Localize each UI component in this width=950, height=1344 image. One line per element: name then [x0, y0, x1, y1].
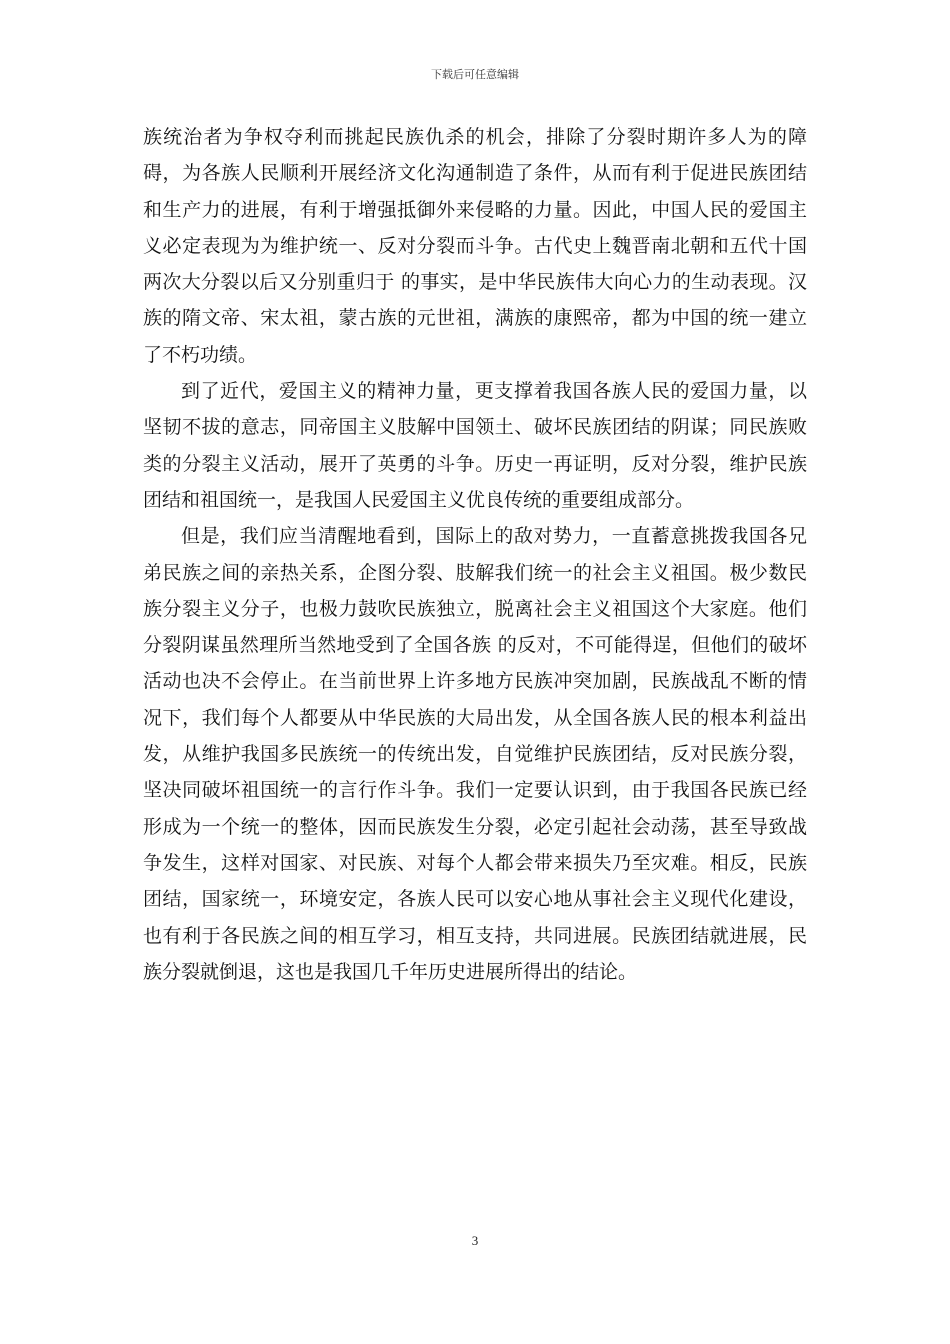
page-number: 3: [471, 1233, 479, 1248]
paragraph-3: 但是，我们应当清醒地看到，国际上的敌对势力，一直蓄意挑拨我国各兄弟民族之间的亲热关系，企图分裂、肢解我们统一的社会主义祖国。极少数民族分裂主义分子，也极力鼓吹民族独立，脱离社会主义祖国这个大家庭。他们分裂阴谋虽然理所当然地受到了全国各族 的反对，不可能得逞，但他们的破坏活动也决不会停止。在当前世界上许多地方民族冲突加剧，民族战乱不断的情况下，我们每个人都要从中华民族的大局出发，从全国各族人民的根本利益出发，从维护我国多民族统一的传统出发，自觉维护民族团结，反对民族分裂，坚决同破坏祖国统一的言行作斗争。我们一定要认识到，由于我国各民族已经形成为一个统一的整体，因而民族发生分裂，必定引起社会动荡，甚至导致战争发生，这样对国家、对民族、对每个人都会带来损失乃至灾难。相反，民族团结，国家统一，环境安定，各族人民可以安心地从事社会主义现代化建设，也有利于各民族之间的相互学习，相互支持，共同进展。民族团结就进展，民族分裂就倒退，这也是我国几千年历史进展所得出的结论。: [143, 525, 807, 983]
page-header: 下载后可任意编辑: [431, 68, 519, 81]
paragraph-1: 族统治者为争权夺利而挑起民族仇杀的机会，排除了分裂时期许多人为的障碍，为各族人民顺利开展经济文化沟通制造了条件，从而有利于促进民族团结和生产力的进展，有利于增强抵御外来侵略的力量。因此，中国人民的爱国主义必定表现为为维护统一、反对分裂而斗争。古代史上魏晋南北朝和五代十国两次大分裂以后又分别重归于 的事实，是中华民族伟大向心力的生动表现。汉族的隋文帝、宋太祖，蒙古族的元世祖，满族的康熙帝，都为中国的统一建立了不朽功绩。: [143, 126, 807, 366]
paragraph-2: 到了近代，爱国主义的精神力量，更支撑着我国各族人民的爱国力量，以坚韧不拔的意志，同帝国主义肢解中国领土、破坏民族团结的阴谋；同民族败类的分裂主义活动，展开了英勇的斗争。历史一再证明，反对分裂，维护民族团结和祖国统一，是我国人民爱国主义优良传统的重要组成部分。: [143, 380, 807, 511]
body-text: [143, 119, 807, 990]
